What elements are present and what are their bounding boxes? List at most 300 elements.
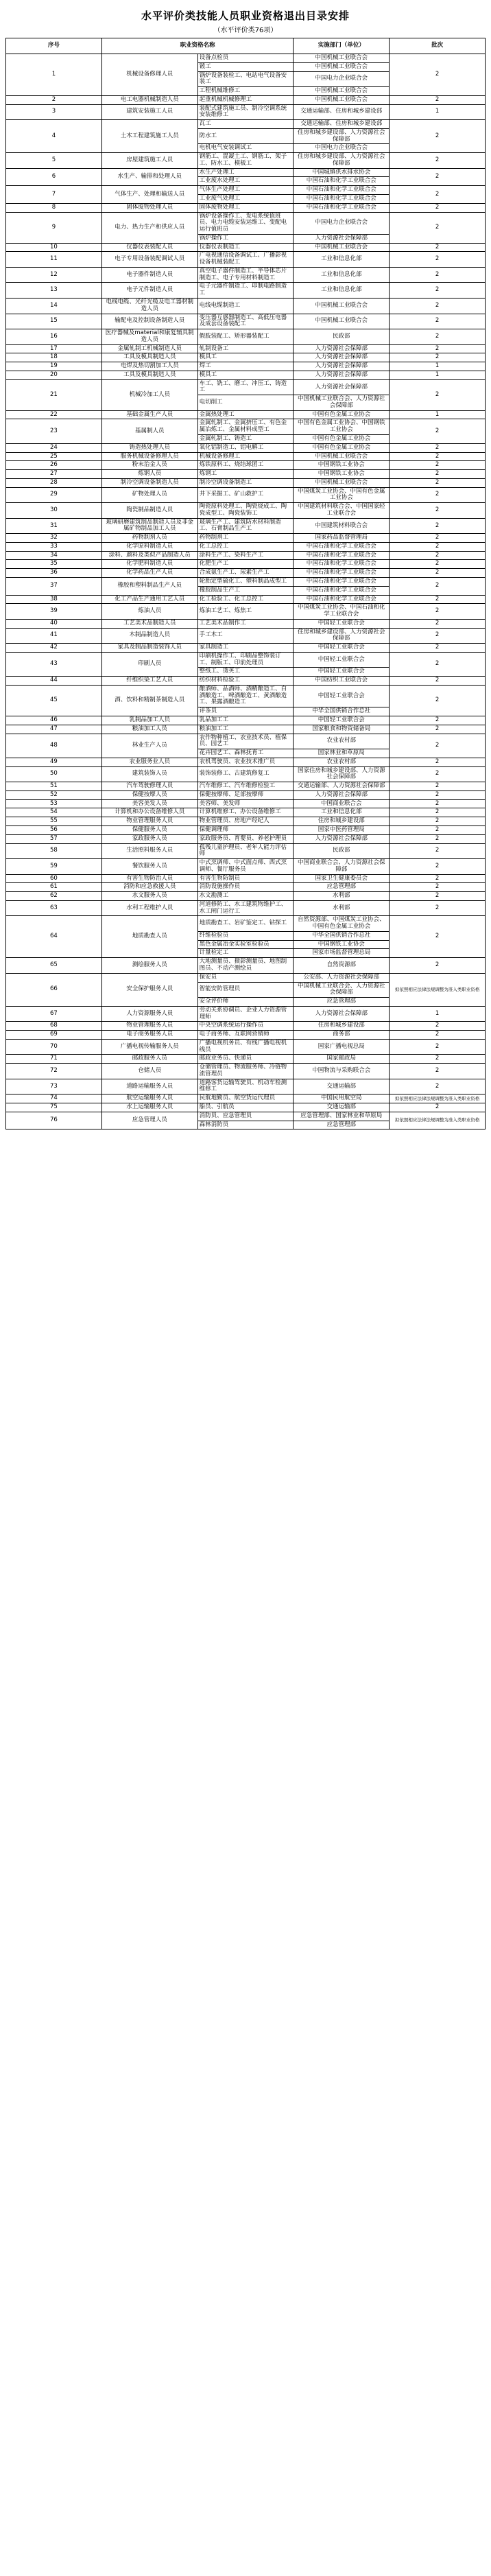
cell-no: 68 [6, 1022, 102, 1031]
cell-department: 中国建筑材料联合会 [294, 518, 390, 534]
cell-occupation: 民航地勤员、航空货运代理员 [197, 1094, 294, 1103]
cell-occupation: 钢筋工、混凝土工、钢筋工、架子工、防水工、模板工 [197, 153, 294, 169]
table-row [6, 900, 486, 916]
cell-occupation: 纤维检验员 [197, 931, 294, 940]
cell-no: 14 [6, 298, 102, 314]
cell-department: 中国机械工业联合会 [294, 314, 390, 329]
cell-occupation: 炼铁原料工、烧结球团工 [197, 461, 294, 470]
cell-batch: 2 [390, 843, 486, 859]
table-row [6, 267, 486, 283]
cell-no: 28 [6, 478, 102, 487]
cell-no: 38 [6, 595, 102, 604]
cell-occupation: 美容师、美发师 [197, 799, 294, 808]
cell-batch: 1 [390, 371, 486, 379]
cell-batch: 2 [390, 791, 486, 799]
cell-category: 乳制品加工人员 [101, 716, 197, 725]
cell-no: 76 [6, 1112, 102, 1129]
cell-batch: 1 [390, 410, 486, 419]
cell-category: 邮政服务人员 [101, 1055, 197, 1064]
table-row [6, 452, 486, 461]
cell-occupation: 防水工 [197, 128, 294, 144]
cell-batch: 2 [390, 1039, 486, 1055]
cell-department: 人力资源社会保障部 [294, 834, 390, 843]
cell-category: 金属轧制工机械制造人员 [101, 344, 197, 353]
cell-batch: 2 [390, 95, 486, 104]
cell-category: 建筑装饰人员 [101, 766, 197, 782]
cell-no: 75 [6, 1103, 102, 1112]
cell-occupation: 乳品加工工 [197, 716, 294, 725]
cell-department: 中国石油和化学工业联合会 [294, 578, 390, 587]
table-row [6, 595, 486, 604]
cell-occupation: 广电视通信设备调试工、广播影视设备机械装配工 [197, 252, 294, 268]
cell-batch: 2 [390, 419, 486, 443]
cell-batch: 2 [390, 1079, 486, 1094]
cell-no: 65 [6, 958, 102, 974]
cell-batch: 2 [390, 283, 486, 298]
table-row [6, 212, 486, 234]
cell-batch: 1 [390, 1006, 486, 1022]
cell-department: 中国有色金属工业协会、中国钢铁工业协会 [294, 419, 390, 435]
table-row [6, 1103, 486, 1112]
cell-batch: 2 [390, 443, 486, 452]
cell-no: 48 [6, 734, 102, 758]
cell-department: 应急管理部、国家林业和草原局 [294, 1112, 390, 1121]
document-page [0, 0, 491, 1143]
cell-batch: 2 [390, 487, 486, 503]
cell-batch: 1 [390, 362, 486, 371]
cell-occupation: 假肢装配工、矫形器装配工 [197, 329, 294, 345]
cell-occupation: 大地测量员、摄影测量员、地图制图员、不动产测绘员 [197, 958, 294, 974]
cell-batch: 2 [390, 569, 486, 578]
cell-no: 37 [6, 578, 102, 596]
cell-batch: 2 [390, 652, 486, 676]
cell-department: 中国电力企业联合会 [294, 71, 390, 87]
cell-batch: 2 [390, 353, 486, 362]
cell-category: 气体生产、处理和输送人员 [101, 186, 197, 204]
cell-category: 水文服务人员 [101, 892, 197, 901]
cell-occupation: 电切削工 [197, 395, 294, 411]
cell-department: 中国石油和化学工业联合会 [294, 569, 390, 578]
table-row [6, 652, 486, 668]
cell-occupation: 起重机械机械修理工 [197, 95, 294, 104]
cell-batch: 2 [390, 503, 486, 519]
cell-department: 水利部 [294, 900, 390, 916]
cell-department: 国家住房和城乡建设部、人力资源社会保障部 [294, 766, 390, 782]
cell-department: 中国石油和化学工业联合会 [294, 586, 390, 595]
table-row [6, 716, 486, 725]
cell-category: 生活照料服务人员 [101, 843, 197, 859]
cell-category: 基属制人员 [101, 419, 197, 443]
cell-occupation: 保健调理师 [197, 826, 294, 834]
table-row [6, 362, 486, 371]
cell-no: 2 [6, 95, 102, 104]
cell-no: 35 [6, 560, 102, 569]
cell-occupation: 轮胎定型硫化工、塑料制品成型工 [197, 578, 294, 587]
cell-occupation: 物业管理员、房地产经纪人 [197, 817, 294, 826]
table-row [6, 104, 486, 120]
table-row [6, 243, 486, 252]
table-row [6, 54, 486, 63]
cell-no: 29 [6, 487, 102, 503]
cell-department: 中国民用航空局 [294, 1094, 390, 1103]
cell-batch: 2 [390, 203, 486, 212]
cell-department: 中国轻工业联合会 [294, 644, 390, 653]
page-title: 水平评价类技能人员职业资格退出目录安排 [141, 10, 350, 22]
cell-department: 人力资源社会保障部 [294, 344, 390, 353]
cell-department: 农业农村部 [294, 734, 390, 749]
cell-occupation: 水文勘测工 [197, 892, 294, 901]
cell-no: 10 [6, 243, 102, 252]
cell-batch: 2 [390, 1055, 486, 1064]
cell-occupation: 孤残儿童护理员、老年人能力评估师 [197, 843, 294, 859]
cell-no: 19 [6, 362, 102, 371]
cell-occupation: 印刷机操作工、印刷品整饰装订工、制版工、印前处理员 [197, 652, 294, 668]
cell-occupation: 计算机维修工、办公设备维修工 [197, 808, 294, 817]
cell-department: 住房和城乡建设部 [294, 817, 390, 826]
table-row [6, 578, 486, 587]
cell-occupation: 机械设备修理工 [197, 452, 294, 461]
cell-category: 铸造热处理人员 [101, 443, 197, 452]
cell-occupation: 设备点检员 [197, 54, 294, 63]
cell-department: 中国轻工业联合会 [294, 619, 390, 628]
cell-batch: 2 [390, 470, 486, 479]
cell-no: 44 [6, 677, 102, 686]
cell-occupation: 工业废气处理工 [197, 195, 294, 204]
cell-occupation: 金属热处理工 [197, 410, 294, 419]
cell-department: 民政部 [294, 329, 390, 345]
cell-batch: 2 [390, 542, 486, 551]
cell-department: 中国煤炭工业协会、中国石油和化学工业联合会 [294, 604, 390, 620]
header-no: 序号 [6, 38, 102, 54]
cell-category: 水生产、输排和处理人员 [101, 168, 197, 186]
table-row [6, 120, 486, 129]
cell-category: 粉末治金人员 [101, 461, 197, 470]
cell-batch: 2 [390, 716, 486, 725]
cell-no: 27 [6, 470, 102, 479]
cell-occupation: 粮油加工工 [197, 725, 294, 734]
cell-department: 中华全国供销合作总社 [294, 931, 390, 940]
table-row [6, 314, 486, 329]
cell-category: 制冷空调设备制造人员 [101, 478, 197, 487]
cell-no: 53 [6, 799, 102, 808]
cell-no: 23 [6, 419, 102, 443]
cell-no: 55 [6, 817, 102, 826]
table-row [6, 283, 486, 298]
cell-category: 基础金属生产人员 [101, 410, 197, 419]
cell-batch: 2 [390, 644, 486, 653]
cell-batch: 2 [390, 1031, 486, 1040]
cell-occupation: 制冷空调设备制造工 [197, 478, 294, 487]
cell-occupation: 中央空调系统运行操作员 [197, 1022, 294, 1031]
table-row [6, 766, 486, 782]
cell-batch: 2 [390, 628, 486, 644]
cell-occupation: 锅炉设备装检工、电站电气设备安装工 [197, 71, 294, 87]
cell-occupation: 橡胶制品生产工 [197, 586, 294, 595]
cell-no: 74 [6, 1094, 102, 1103]
cell-occupation: 消防设施操作员 [197, 883, 294, 892]
cell-occupation: 气体生产处理工 [197, 186, 294, 195]
cell-no: 66 [6, 973, 102, 1006]
cell-occupation: 森林消防员 [197, 1121, 294, 1129]
cell-category: 电力、热力生产和供应人员 [101, 212, 197, 243]
cell-department: 应急管理部 [294, 1121, 390, 1129]
cell-batch: 拟依照相应法律法规调整为准入类职业资格 [390, 1112, 486, 1129]
cell-department: 中国电力企业联合会 [294, 212, 390, 234]
cell-occupation: 劳动关系协调员、企业人力资源管理师 [197, 1006, 294, 1022]
cell-category: 印刷人员 [101, 652, 197, 676]
cell-no: 47 [6, 725, 102, 734]
cell-batch: 2 [390, 560, 486, 569]
cell-department: 交通运输部、人力资源社会保障部 [294, 782, 390, 791]
cell-category: 物业管理服务人员 [101, 1022, 197, 1031]
cell-occupation: 金属轧制工、铸造工 [197, 434, 294, 443]
cell-occupation: 家具制造工 [197, 644, 294, 653]
table-row [6, 1031, 486, 1040]
cell-category: 农业服务业人员 [101, 758, 197, 766]
cell-category: 医疗器械及material和康复辅具制造人员 [101, 329, 197, 345]
cell-occupation: 汽车维修工、汽车维修检验工 [197, 782, 294, 791]
cell-batch: 2 [390, 252, 486, 268]
table-row [6, 353, 486, 362]
cell-no: 7 [6, 186, 102, 204]
table-row [6, 419, 486, 435]
cell-department: 住房和城乡建设部、人力资源社会保障部 [294, 128, 390, 144]
cell-no: 62 [6, 892, 102, 901]
cell-department: 中国石油和化学工业联合会 [294, 186, 390, 195]
cell-no: 32 [6, 534, 102, 543]
cell-department: 中国机械工业联合会 [294, 54, 390, 63]
cell-batch: 2 [390, 766, 486, 782]
cell-department: 中国机械工业联合会、人力资源社会保障部 [294, 395, 390, 411]
cell-category: 家政服务人员 [101, 834, 197, 843]
cell-no: 36 [6, 569, 102, 578]
table-header-row [6, 38, 486, 54]
cell-batch: 2 [390, 799, 486, 808]
cell-department: 工业和信息化部 [294, 267, 390, 283]
cell-batch: 2 [390, 808, 486, 817]
cell-no: 56 [6, 826, 102, 834]
cell-occupation: 药物制剂工 [197, 534, 294, 543]
cell-category: 建筑安装施工人员 [101, 104, 197, 120]
cell-occupation: 化工总控工 [197, 542, 294, 551]
cell-occupation: 化工检验工、化工总控工 [197, 595, 294, 604]
table-row [6, 734, 486, 749]
cell-category: 机械设备修理人员 [101, 54, 197, 96]
cell-no: 8 [6, 203, 102, 212]
cell-batch: 2 [390, 518, 486, 534]
cell-department: 工业和信息化部 [294, 808, 390, 817]
cell-category: 工具及模具制造人员 [101, 353, 197, 362]
table-row [6, 973, 486, 982]
cell-batch: 2 [390, 186, 486, 204]
cell-batch: 拟依照相应法律法规调整为准入类职业资格 [390, 1094, 486, 1103]
cell-category: 电子商务服务人员 [101, 1031, 197, 1040]
cell-occupation: 变压器互感器制造工、高低压电器及成套设备装配工 [197, 314, 294, 329]
cell-batch: 2 [390, 168, 486, 186]
cell-category: 纤维织染工艺人员 [101, 677, 197, 686]
cell-category: 广播电视传输服务人员 [101, 1039, 197, 1055]
table-row [6, 799, 486, 808]
table-row [6, 1022, 486, 1031]
cell-no: 16 [6, 329, 102, 345]
cell-occupation: 邮政业务员、快递员 [197, 1055, 294, 1064]
cell-category: 美容美发人员 [101, 799, 197, 808]
cell-occupation: 智能安防管理员 [197, 982, 294, 998]
cell-no: 18 [6, 353, 102, 362]
cell-department: 人力资源社会保障部 [294, 234, 390, 243]
cell-no: 4 [6, 120, 102, 153]
cell-batch: 2 [390, 329, 486, 345]
cell-occupation: 黑色金属冶金实验室检验员 [197, 940, 294, 949]
cell-department: 自然资源部、中国煤炭工业协会、中国有色金属工业协会 [294, 916, 390, 932]
cell-no: 34 [6, 551, 102, 560]
cell-category: 工具及模具制造人员 [101, 371, 197, 379]
cell-no: 20 [6, 371, 102, 379]
cell-occupation: 酿酒师、品酒师、酒精酿造工、白酒酿造工、啤酒酿造工、黄酒酿造工、果露酒酿造工 [197, 685, 294, 707]
cell-category: 酒、饮料和精制茶制造人员 [101, 685, 197, 716]
cell-no: 61 [6, 883, 102, 892]
cell-batch: 2 [390, 685, 486, 716]
cell-batch: 2 [390, 243, 486, 252]
cell-no: 52 [6, 791, 102, 799]
cell-no: 15 [6, 314, 102, 329]
table-row [6, 677, 486, 686]
cell-occupation: 船员、引航员 [197, 1103, 294, 1112]
cell-department: 中国轻工业联合会 [294, 668, 390, 677]
cell-category: 餐饮服务人员 [101, 859, 197, 875]
cell-occupation: 电线电缆制造工 [197, 298, 294, 314]
cell-occupation: 装饰装修工、古建筑修复工 [197, 766, 294, 782]
cell-department: 人力资源社会保障部 [294, 1006, 390, 1022]
table-row [6, 834, 486, 843]
cell-batch: 2 [390, 782, 486, 791]
cell-category: 人力资源服务人员 [101, 1006, 197, 1022]
cell-department: 中国商业联合会、人力资源社会保障部 [294, 859, 390, 875]
table-row [6, 1055, 486, 1064]
cell-batch: 2 [390, 892, 486, 901]
cell-no: 51 [6, 782, 102, 791]
cell-department: 中国石油和化学工业联合会 [294, 203, 390, 212]
cell-occupation: 工艺美术品制作工 [197, 619, 294, 628]
table-row [6, 892, 486, 901]
header-department: 实施部门（单位） [294, 38, 390, 54]
table-row [6, 470, 486, 479]
cell-department: 中国石油和化学工业联合会 [294, 195, 390, 204]
table-row [6, 958, 486, 974]
cell-category: 安全保护服务人员 [101, 973, 197, 1006]
cell-occupation: 涂料生产工、染料生产工 [197, 551, 294, 560]
cell-category: 土木工程建筑施工人员 [101, 120, 197, 153]
table-row [6, 186, 486, 195]
cell-category: 仪器仪表装配人员 [101, 243, 197, 252]
cell-department: 中国电力企业联合会 [294, 144, 390, 153]
table-row [6, 203, 486, 212]
cell-department: 中国钢铁工业协会 [294, 461, 390, 470]
cell-category: 服务机械设备修理人员 [101, 452, 197, 461]
cell-no: 59 [6, 859, 102, 875]
cell-category: 电子器件制造人员 [101, 267, 197, 283]
table-row [6, 782, 486, 791]
cell-batch: 2 [390, 1064, 486, 1079]
cell-department: 中国钢铁工业协会 [294, 940, 390, 949]
table-row [6, 534, 486, 543]
table-row [6, 808, 486, 817]
cell-category: 输配电及控制设备制造人员 [101, 314, 197, 329]
cell-department: 中国纺织工业联合会 [294, 677, 390, 686]
table-row [6, 443, 486, 452]
cell-occupation: 化肥生产工 [197, 560, 294, 569]
cell-occupation: 真空电子器件制造工、半导体芯片制造工、电子专用材料制造工 [197, 267, 294, 283]
header-occupation: 职业资格名称 [101, 38, 294, 54]
cell-batch: 2 [390, 298, 486, 314]
table-row [6, 628, 486, 644]
cell-no: 69 [6, 1031, 102, 1040]
table-row [6, 478, 486, 487]
cell-no: 58 [6, 843, 102, 859]
cell-department: 中国机械工业联合会 [294, 298, 390, 314]
cell-batch: 2 [390, 267, 486, 283]
cell-department: 中国有色金属工业协会 [294, 410, 390, 419]
cell-department: 应急管理部 [294, 998, 390, 1007]
cell-department: 交通运输部 [294, 1103, 390, 1112]
cell-batch: 2 [390, 916, 486, 958]
cell-no: 42 [6, 644, 102, 653]
table-row [6, 298, 486, 314]
cell-category: 电线电缆、光纤光缆及电工器材制造人员 [101, 298, 197, 314]
cell-department: 国家市场监督管理总局 [294, 949, 390, 958]
cell-department: 国家粮食和物资储备局 [294, 725, 390, 734]
cell-occupation: 纺织材料检验工 [197, 677, 294, 686]
cell-category: 计算机和办公设备维修人员 [101, 808, 197, 817]
cell-batch: 2 [390, 619, 486, 628]
cell-batch: 2 [390, 817, 486, 826]
cell-occupation: 电机电气安装调试工 [197, 144, 294, 153]
cell-department: 住房和城乡建设部 [294, 1022, 390, 1031]
cell-category: 化学原料制造人员 [101, 542, 197, 551]
cell-occupation: 保健按摩师、足部按摩师 [197, 791, 294, 799]
cell-batch: 2 [390, 758, 486, 766]
cell-department: 中国机械工业联合会 [294, 478, 390, 487]
table-body [6, 54, 486, 1129]
cell-category: 电焊及热切割加工人员 [101, 362, 197, 371]
cell-department: 民政部 [294, 843, 390, 859]
cell-batch: 2 [390, 725, 486, 734]
cell-occupation: 电子元器件制造工、印制电路制造工 [197, 283, 294, 298]
cell-no: 6 [6, 168, 102, 186]
cell-no: 50 [6, 766, 102, 782]
cell-batch: 2 [390, 478, 486, 487]
cell-no: 17 [6, 344, 102, 353]
cell-category: 炼油人员 [101, 604, 197, 620]
cell-no: 73 [6, 1079, 102, 1094]
cell-department: 中国石油和化学工业联合会 [294, 551, 390, 560]
cell-occupation: 模具工 [197, 371, 294, 379]
cell-no: 43 [6, 652, 102, 676]
table-row [6, 551, 486, 560]
cell-department: 人力资源社会保障部 [294, 353, 390, 362]
cell-occupation: 水生产处理工 [197, 168, 294, 177]
cell-department: 人力资源社会保障部 [294, 379, 390, 395]
cell-occupation: 手工木工 [197, 628, 294, 644]
cell-no: 49 [6, 758, 102, 766]
cell-occupation: 固体废物处理工 [197, 203, 294, 212]
cell-category: 林业生产人员 [101, 734, 197, 758]
cell-department: 中国机械工业联合会 [294, 87, 390, 96]
table-row [6, 1064, 486, 1079]
cell-department: 中国轻工业联合会 [294, 652, 390, 668]
cell-department: 中国石油和化学工业联合会 [294, 177, 390, 186]
cell-department: 公安部、人力资源社会保障部 [294, 973, 390, 982]
